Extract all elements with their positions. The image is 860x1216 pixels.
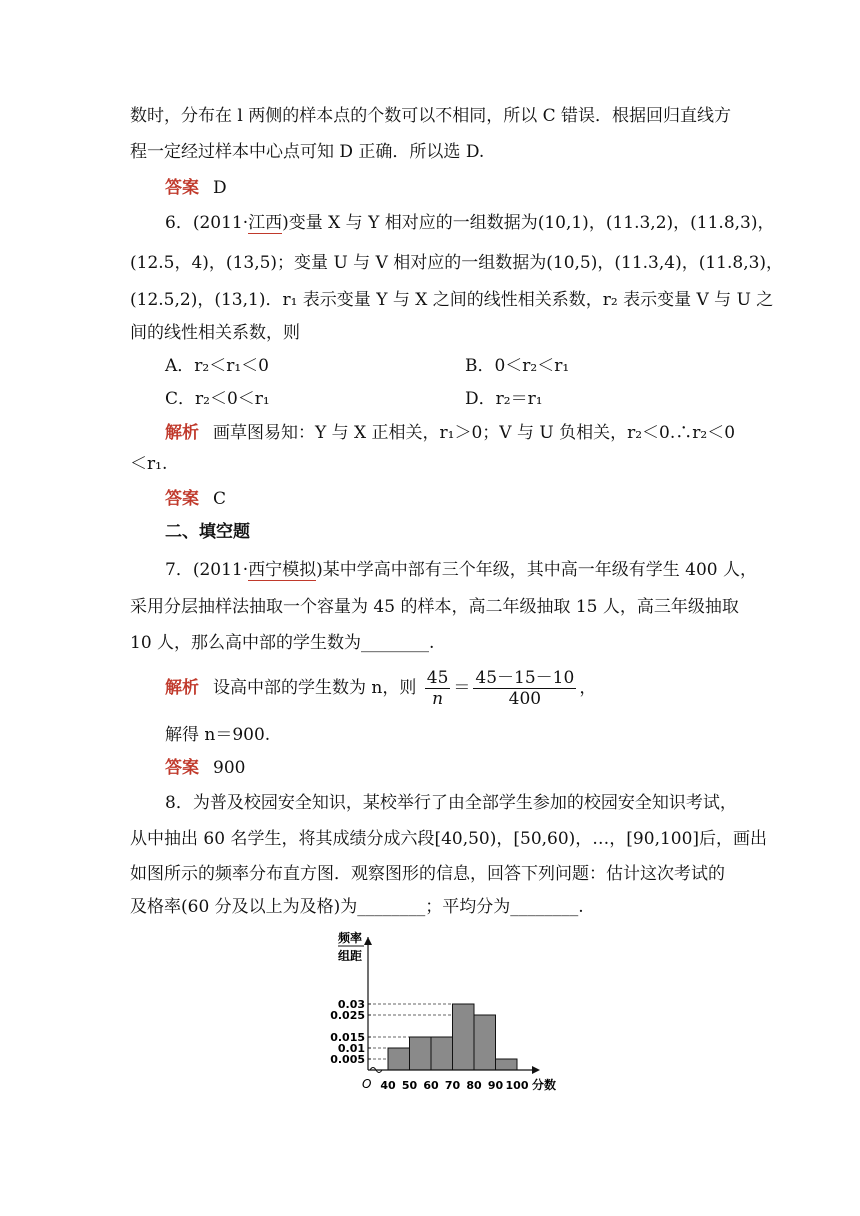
- histogram-bar: [474, 1015, 496, 1070]
- x-tick-label: 80: [466, 1079, 482, 1092]
- fraction-sample-ratio: [473, 668, 576, 709]
- y-tick-label: 0.005: [330, 1053, 365, 1066]
- answer-line: [165, 756, 245, 780]
- analysis-label: 解析: [165, 423, 199, 443]
- text-line: (12.5,2)，(13,1)．r₁ 表示变量 Y 与 X 之间的线性相关系数，r₂ 表示变量 V 与 U 之: [130, 290, 774, 310]
- option-d: D．r₂＝r₁: [465, 389, 543, 409]
- q7-prefix: 7．(2011·: [165, 560, 249, 580]
- q6-text: )变量 X 与 Y 相对应的一组数据为(10,1)，(11.3,2)，(11.8,3)，: [282, 213, 775, 233]
- option-a: A．r₂＜r₁＜0: [165, 356, 269, 376]
- answer-line: [165, 487, 226, 511]
- analysis-text: 设高中部的学生数为 n，则: [213, 678, 417, 698]
- answer-value: 900: [213, 758, 246, 778]
- analysis-line: [165, 668, 596, 709]
- analysis-label: 解析: [165, 678, 199, 698]
- text-line: 间的线性相关系数，则: [130, 323, 300, 343]
- y-tick-label: 0.025: [330, 1009, 365, 1022]
- x-tick-label: 40: [380, 1079, 396, 1092]
- y-axis-arrow: [364, 937, 372, 945]
- q7-place: 西宁模拟: [248, 560, 317, 580]
- options-row: [165, 354, 725, 378]
- x-axis-label: 分数: [532, 1078, 557, 1092]
- x-tick-label: 100: [505, 1079, 529, 1092]
- q7-text: )某中学高中部有三个年级，其中高一年级有学生 400 人，: [316, 560, 758, 580]
- histogram-bar: [496, 1059, 518, 1070]
- frequency-histogram: [320, 925, 580, 1095]
- fraction-denominator: n: [432, 689, 444, 709]
- histogram-bar: [388, 1048, 410, 1070]
- answer-label: 答案: [165, 178, 199, 198]
- text-line: 数时，分布在 l 两侧的样本点的个数可以不相同，所以 C 错误．根据回归直线方: [130, 106, 732, 126]
- comma: ，: [579, 678, 597, 698]
- text-line: 如图所示的频率分布直方图．观察图形的信息，回答下列问题：估计这次考试的: [130, 864, 725, 884]
- x-tick-label: 50: [401, 1079, 418, 1092]
- answer-label: 答案: [165, 758, 199, 778]
- y-axis-label-bottom: 组距: [338, 949, 363, 963]
- option-b: B．0＜r₂＜r₁: [465, 356, 570, 376]
- text-line: ＜r₁.: [130, 454, 168, 474]
- analysis-text: 画草图易知：Y 与 X 正相关，r₁＞0；V 与 U 负相关，r₂＜0.∴r₂＜0: [213, 423, 736, 443]
- histogram-bar: [453, 1004, 475, 1070]
- section-title: 二、填空题: [165, 522, 250, 542]
- x-tick-label: 60: [423, 1079, 439, 1092]
- q6-prefix: 6．(2011·: [165, 213, 249, 233]
- q6-place: 江西: [248, 213, 283, 233]
- fraction-numerator: 45－15－10: [475, 668, 575, 688]
- q7-line: [165, 558, 757, 582]
- y-tick-label: 0.015: [330, 1031, 365, 1044]
- text-line: 8．为普及校园安全知识，某校举行了由全部学生参加的校园安全知识考试，: [165, 793, 737, 813]
- histogram-bar: [410, 1037, 432, 1070]
- x-axis-arrow: [532, 1066, 540, 1074]
- y-tick-label: 0.03: [337, 998, 365, 1011]
- text-line: 及格率(60 分及以上为及格)为________；平均分为________.: [130, 897, 584, 917]
- fraction-denominator: 400: [508, 689, 542, 709]
- equals-sign: ＝: [453, 678, 471, 698]
- text-line: (12.5，4)，(13,5)；变量 U 与 V 相对应的一组数据为(10,5)，(11.3,4)，(11.8,3)，: [130, 253, 784, 273]
- text-line: 采用分层抽样法抽取一个容量为 45 的样本，高二年级抽取 15 人，高三年级抽取: [130, 597, 739, 617]
- text-line: 从中抽出 60 名学生，将其成绩分成六段[40,50)，[50,60)，…，[90,100]后，画出: [130, 829, 768, 849]
- origin-label: O: [362, 1077, 372, 1091]
- y-tick-label: 0.01: [337, 1042, 365, 1055]
- answer-value: D: [213, 178, 227, 198]
- histogram-bar: [431, 1037, 453, 1070]
- y-axis-label-top: 频率: [338, 931, 363, 945]
- text-line: 程一定经过样本中心点可知 D 正确．所以选 D.: [130, 142, 485, 162]
- text-line: 解得 n＝900.: [165, 725, 271, 745]
- x-tick-label: 70: [444, 1079, 461, 1092]
- x-tick-label: 90: [487, 1079, 504, 1092]
- answer-line: [165, 176, 227, 200]
- q6-line: [165, 211, 775, 235]
- option-c: C．r₂＜0＜r₁: [165, 389, 270, 409]
- options-row: [165, 387, 725, 411]
- fraction-45-over-n: [425, 668, 451, 709]
- analysis-line: [165, 421, 735, 445]
- answer-label: 答案: [165, 489, 199, 509]
- answer-value: C: [213, 489, 227, 509]
- text-line: 10 人，那么高中部的学生数为________.: [130, 633, 435, 653]
- fraction-numerator: 45: [426, 668, 449, 688]
